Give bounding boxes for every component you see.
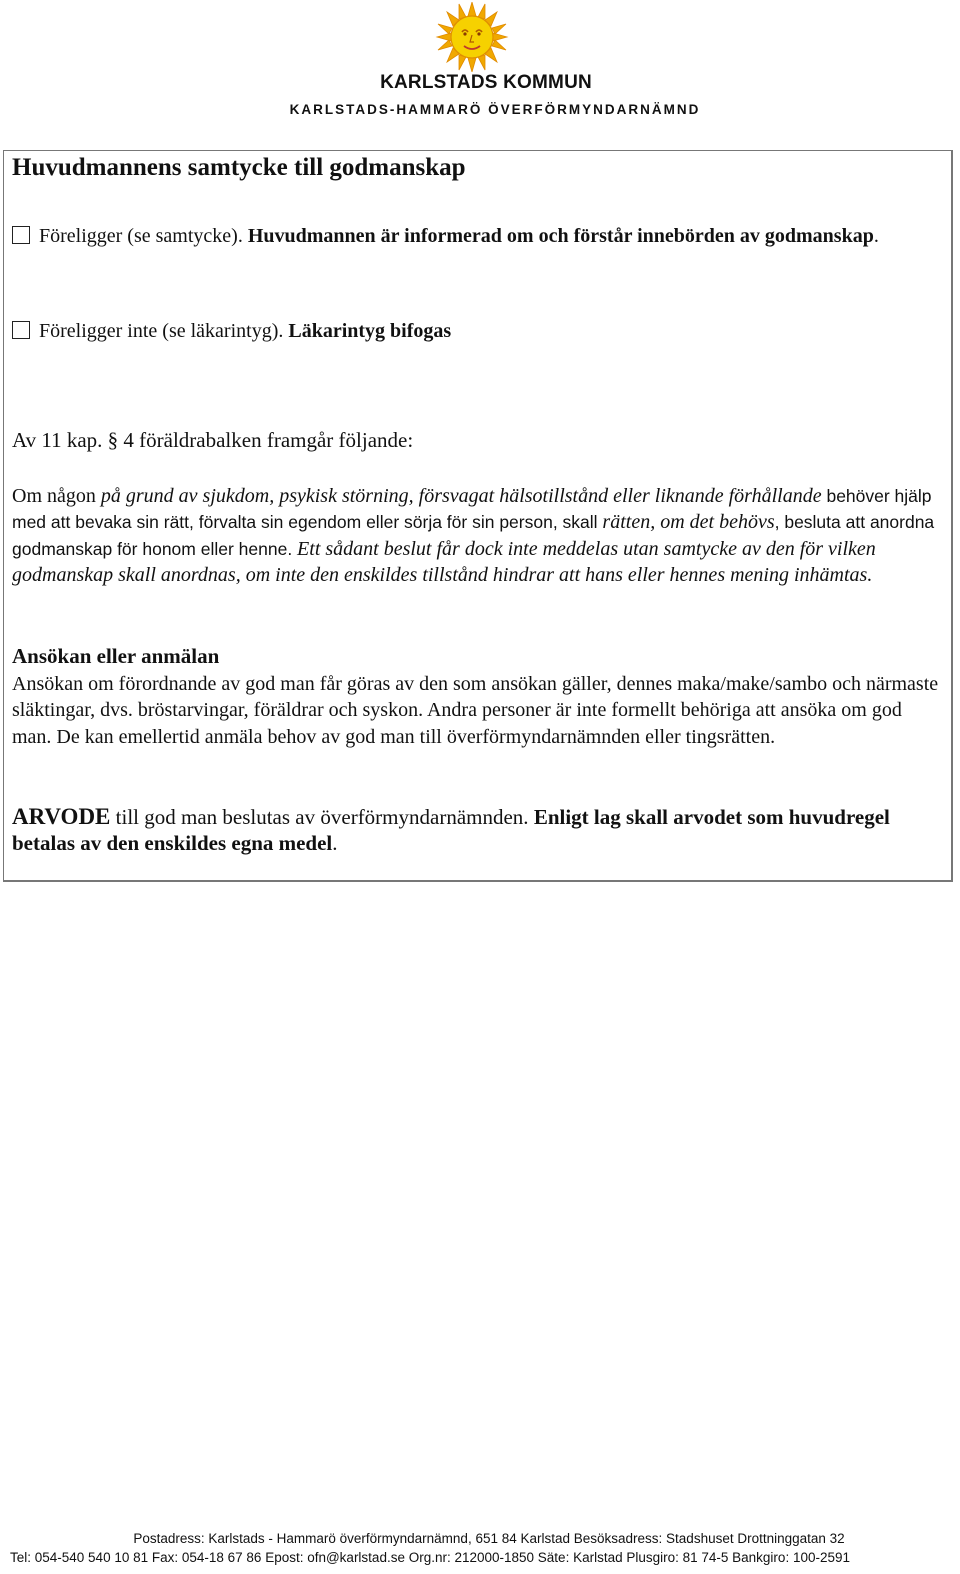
page-header xyxy=(0,0,960,135)
org-subtitle: KARLSTADS-HAMMARÖ ÖVERFÖRMYNDARNÄMND xyxy=(289,102,701,117)
sun-logo-icon xyxy=(432,2,512,72)
org-name: KARLSTADS KOMMUN xyxy=(380,72,592,93)
option-no-consent: Föreligger inte (se läkarintyg). Läkarintyg bifogas xyxy=(12,317,912,346)
checkbox-icon[interactable] xyxy=(12,321,30,339)
application-text: Ansökan om förordnande av god man får göras av den som ansökan gäller, dennes maka/make/sambo och närmaste släktingar, dvs. bröstarvingar, föräldrar och syskon. Andra personer är inte formellt behöriga att ansöka om god man. De kan emellertid anmäla behov av god man till överförmyndarnämnden eller tingsrätten. xyxy=(12,673,939,748)
footer-address: Postadress: Karlstads - Hammarö överförmyndarnämnd, 651 84 Karlstad Besöksadress: Stadshuset Drottninggatan 32 xyxy=(133,1531,845,1546)
footer-contact: Tel: 054-540 540 10 81 Fax: 054-18 67 86 Epost: ofn@karlstad.se Org.nr: 212000-1850 Säte: Karlstad Plusgiro: 81 74-5 Bankgiro: 100-2591 xyxy=(10,1550,850,1565)
fee-text: ARVODE till god man beslutas av överförmyndarnämnden. Enligt lag skall arvodet som huvudregel betalas av den enskildes egna medel. xyxy=(12,804,890,856)
checkbox-icon[interactable] xyxy=(12,226,30,244)
application-heading: Ansökan eller anmälan xyxy=(12,644,220,668)
section-title: Huvudmannens samtycke till godmanskap xyxy=(12,154,466,181)
law-text: Om någon på grund av sjukdom, psykisk störning, försvagat hälsotillstånd eller liknande förhållande behöver hjälp med att bevaka sin rätt, förvalta sin egendom eller sörja för sin person, skall rätten, om det behövs, besluta att anordna godmanskap för honom eller henne. Ett sådant beslut får dock inte meddelas utan samtycke av den för vilken godmanskap skall anordnas, om inte den enskildes tillstånd hindrar att hans eller hennes mening inhämtas. xyxy=(12,485,935,586)
law-heading: Av 11 kap. § 4 föräldrabalken framgår följande: xyxy=(12,428,414,452)
option-consent: Föreligger (se samtycke). Huvudmannen är informerad om och förstår innebörden av godmanskap. xyxy=(12,222,912,251)
consent-section xyxy=(3,150,953,882)
